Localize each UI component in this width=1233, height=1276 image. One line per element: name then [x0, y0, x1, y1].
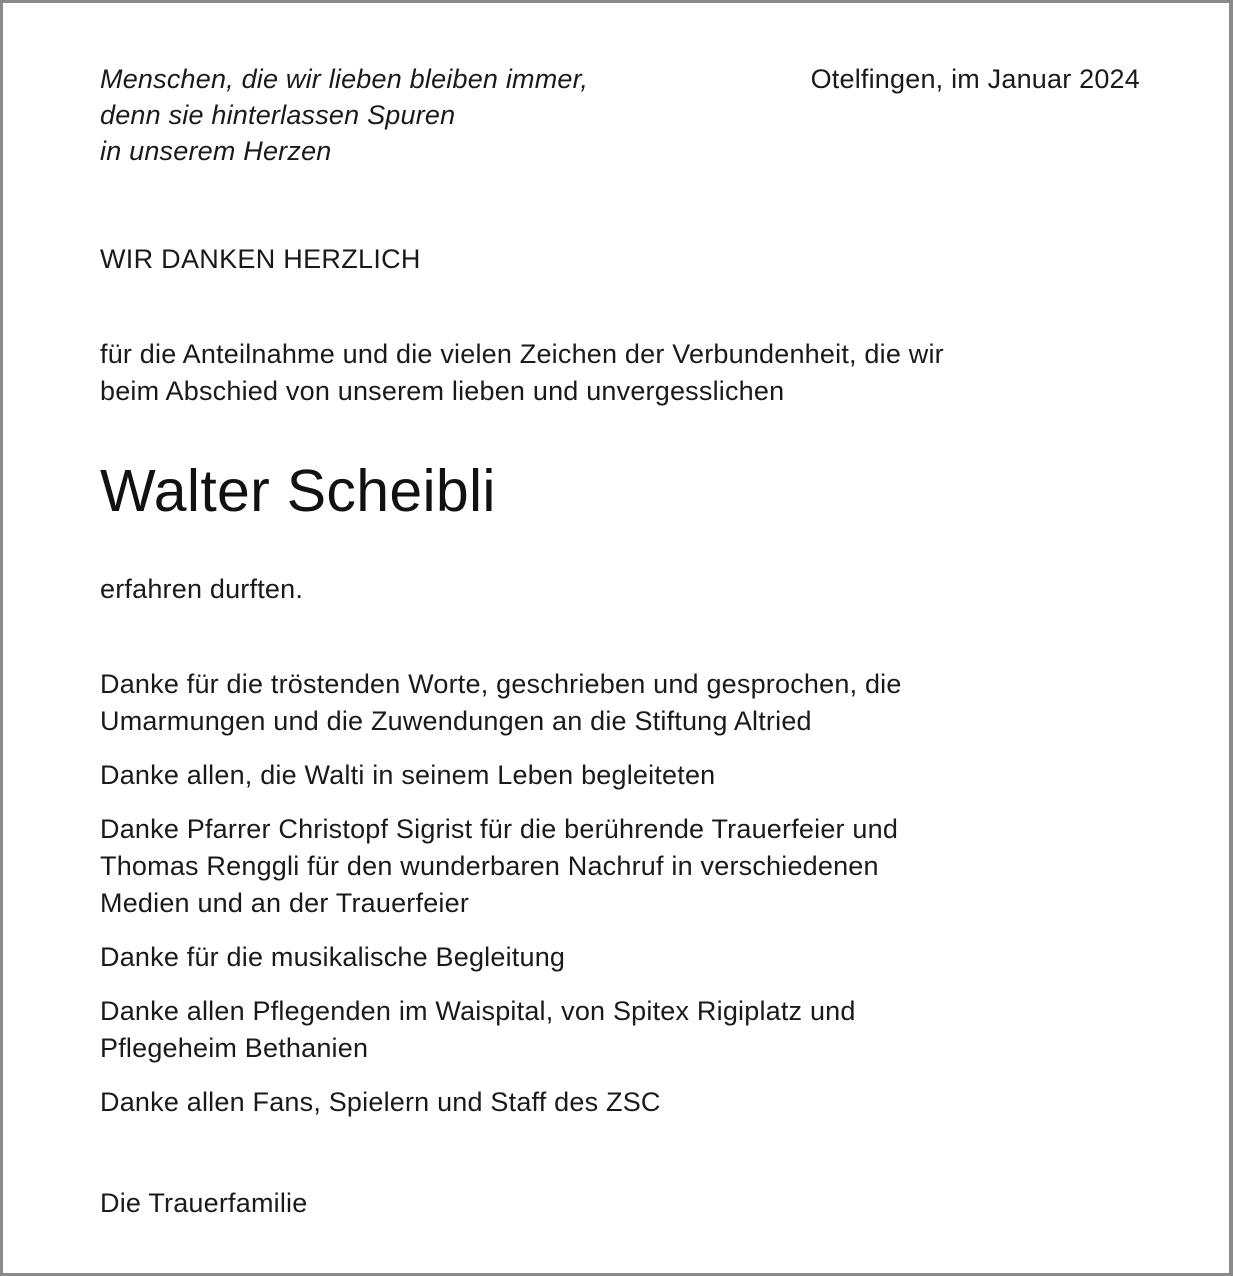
thanks-item	[100, 939, 902, 976]
thanks-line: Pflegeheim Bethanien	[100, 1033, 369, 1063]
after-name-text: erfahren durften.	[100, 574, 304, 604]
deceased-name: Walter Scheibli	[100, 458, 496, 524]
motto-line: Menschen, die wir lieben bleiben immer,	[100, 64, 589, 94]
thanks-line: Danke Pfarrer Christopf Sigrist für die berührende Trauerfeier und	[100, 814, 899, 844]
thanks-line: Danke für die tröstenden Worte, geschrieben und gesprochen, die	[100, 669, 902, 699]
intro-text	[100, 336, 944, 410]
intro-line: beim Abschied von unserem lieben und unvergesslichen	[100, 376, 785, 406]
thanks-heading: WIR DANKEN HERZLICH	[100, 244, 421, 274]
motto-line: in unserem Herzen	[100, 136, 332, 166]
thanks-line: Danke für die musikalische Begleitung	[100, 942, 566, 972]
thanks-line: Danke allen, die Walti in seinem Leben begleiteten	[100, 760, 716, 790]
thanks-item	[100, 811, 902, 922]
thanks-list	[100, 666, 902, 1138]
thanks-item	[100, 1084, 902, 1121]
thanks-line: Danke allen Pflegenden im Waispital, von Spitex Rigiplatz und	[100, 996, 856, 1026]
signature: Die Trauerfamilie	[100, 1188, 308, 1218]
place-date: Otelfingen, im Januar 2024	[810, 64, 1140, 94]
thanks-line: Thomas Renggli für den wunderbaren Nachruf in verschiedenen	[100, 851, 879, 881]
thanks-line: Danke allen Fans, Spielern und Staff des ZSC	[100, 1087, 661, 1117]
thanks-item	[100, 757, 902, 794]
thanks-line: Medien und an der Trauerfeier	[100, 888, 470, 918]
thanks-item	[100, 993, 902, 1067]
motto-line: denn sie hinterlassen Spuren	[100, 100, 456, 130]
motto-quote	[100, 61, 588, 169]
thanks-line: Umarmungen und die Zuwendungen an die Stiftung Altried	[100, 706, 812, 736]
intro-line: für die Anteilnahme und die vielen Zeichen der Verbundenheit, die wir	[100, 339, 944, 369]
thanks-item	[100, 666, 902, 740]
